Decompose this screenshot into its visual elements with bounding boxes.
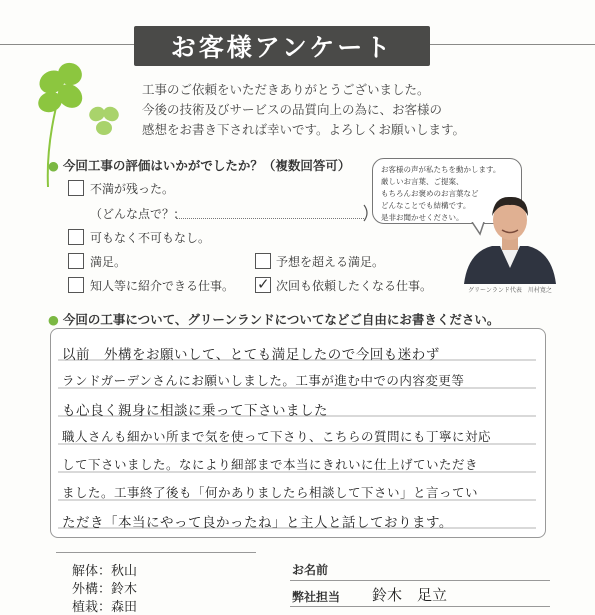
staff-note: 植栽：森田 bbox=[72, 600, 138, 615]
comment-line: ただき「本当にやって良かったね」と主人と話しております。 bbox=[62, 515, 453, 531]
option-what-point-label: （どんな点で？: bbox=[90, 207, 179, 221]
intro-line: 今後の技術及びサービスの品質向上の為に、お客様の bbox=[142, 102, 443, 117]
intro-line: 感想をお書き下されば幸いです。よろしくお願いします。 bbox=[142, 122, 466, 137]
clover-small-icon bbox=[82, 100, 126, 144]
comment-line: ランドガーデンさんにお願いしました。工事が進む中での内容変更等 bbox=[62, 373, 465, 388]
checkbox-exceeded[interactable] bbox=[255, 253, 271, 269]
comment-line: 職人さんも細かい所まで気を使って下さり、こちらの質問にも丁寧に対応 bbox=[62, 429, 492, 444]
bubble-line: お客様の声が私たちを動かします。 bbox=[381, 165, 501, 174]
name-field[interactable] bbox=[290, 580, 550, 581]
staff-field[interactable] bbox=[290, 606, 550, 607]
question2-text: 今回の工事について、グリーンランドについてなどご自由にお書きください。 bbox=[62, 312, 500, 327]
title-rule-left bbox=[0, 44, 134, 45]
staff-note: 外構：鈴木 bbox=[72, 582, 138, 597]
bubble-line: どんなことでも結構です。 bbox=[381, 201, 471, 210]
bubble-line: 是非お聞かせください。 bbox=[381, 213, 464, 222]
bubble-line: もちろんお褒めのお言葉など bbox=[381, 189, 479, 198]
checkbox-neutral[interactable] bbox=[68, 229, 84, 245]
option-recommend-label: 知人等に紹介できる仕事。 bbox=[90, 279, 235, 293]
representative-portrait bbox=[462, 190, 558, 284]
bubble-line: 厳しいお言葉、ご提案、 bbox=[381, 177, 464, 186]
comment-line: ました。工事終了後も「何かありましたら相談して下さい」と言ってい bbox=[62, 485, 479, 500]
notes-rule bbox=[56, 552, 256, 553]
staff-name: 鈴木 足立 bbox=[372, 586, 448, 604]
intro-text bbox=[142, 80, 562, 140]
option-neutral-label: 可もなく不可もなし。 bbox=[90, 231, 211, 245]
comment-line: 以前 外構をお願いして、とても満足したので今回も迷わず bbox=[62, 347, 440, 363]
question1-heading bbox=[48, 156, 350, 174]
staff-label: 弊社担当 bbox=[292, 590, 341, 604]
bracket-close-icon bbox=[362, 203, 372, 223]
staff-note: 解体：秋山 bbox=[72, 564, 138, 579]
option-exceeded-label: 予想を超える満足。 bbox=[276, 255, 385, 269]
question1-text: 今回工事の評価はいかがでしたか？（複数回答可） bbox=[62, 158, 351, 173]
what-point-input[interactable] bbox=[176, 218, 364, 219]
checkbox-satisfied[interactable] bbox=[68, 253, 84, 269]
comment-line: も心良く親身に相談に乗って下さいました bbox=[62, 403, 328, 419]
survey-title: お客様アンケート bbox=[134, 26, 430, 66]
bullet-icon: ● bbox=[48, 158, 59, 173]
comment-line: して下さいました。なにより細部まで本当にきれいに仕上げていただき bbox=[62, 457, 479, 472]
option-dissatisfied-label: 不満が残った。 bbox=[90, 182, 175, 196]
bullet-icon: ● bbox=[48, 312, 59, 327]
question2-heading bbox=[48, 310, 499, 328]
title-rule-right bbox=[430, 44, 595, 45]
intro-line: 工事のご依頼をいただきありがとうございました。 bbox=[142, 82, 430, 97]
name-label: お名前 bbox=[292, 563, 329, 577]
checkbox-recommend[interactable] bbox=[68, 277, 84, 293]
portrait-caption: グリーンランド代表 川村寛之 bbox=[468, 287, 552, 294]
option-again-label: 次回も依頼したくなる仕事。 bbox=[276, 279, 433, 293]
option-satisfied-label: 満足。 bbox=[90, 255, 127, 269]
checkmark-icon: ✓ bbox=[257, 275, 270, 293]
checkbox-dissatisfied[interactable] bbox=[68, 180, 84, 196]
